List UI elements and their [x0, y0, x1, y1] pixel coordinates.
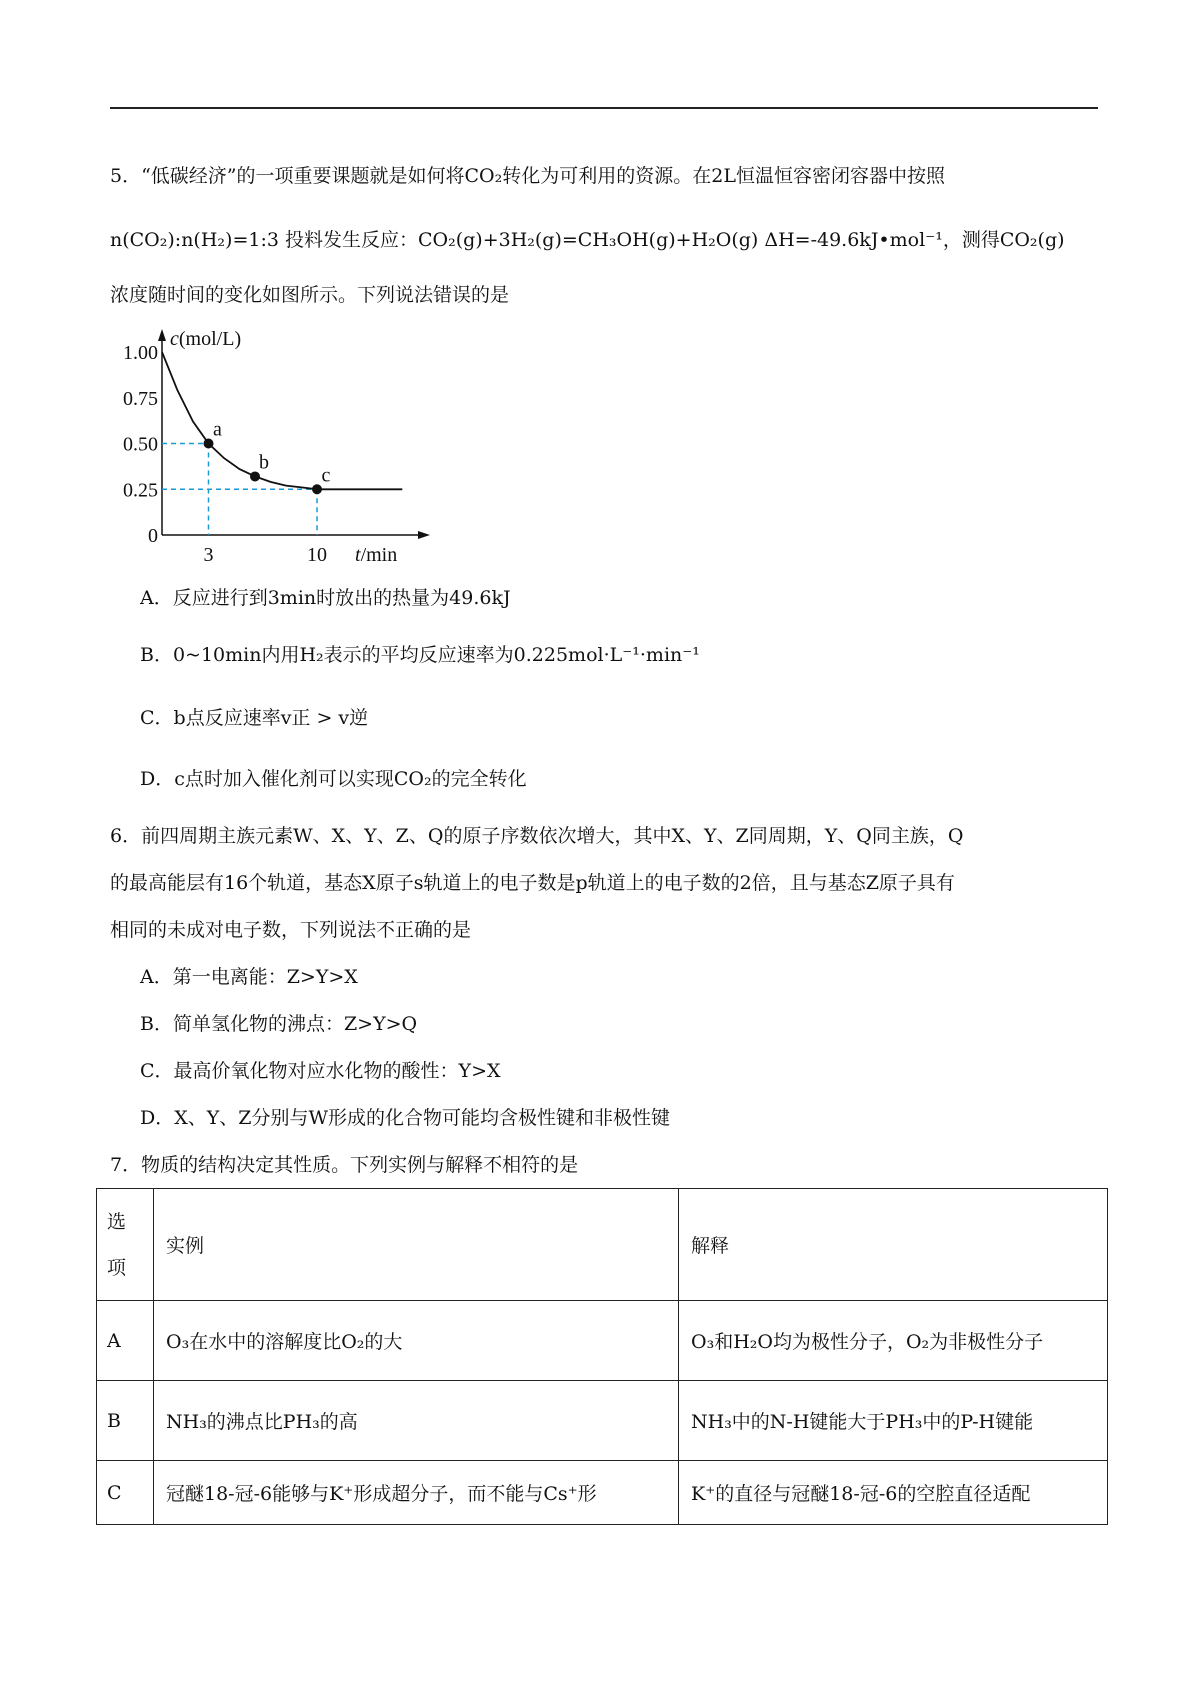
row-key: A [97, 1301, 154, 1381]
row-example: 冠醚18-冠-6能够与K⁺形成超分子，而不能与Cs⁺形 [154, 1461, 679, 1525]
header-option [97, 1189, 154, 1301]
y-tick-label: 1.00 [123, 342, 158, 364]
y-axis-label: c(mol/L) [170, 328, 242, 350]
x-axis-arrow [418, 531, 430, 539]
q6-option-b: B．简单氢化物的沸点：Z>Y>Q [140, 1013, 418, 1035]
q6-line1: 6．前四周期主族元素W、X、Y、Z、Q的原子序数依次增大，其中X、Y、Z同周期，Y、Q同主族，Q [110, 825, 964, 847]
y-tick-label: 0.75 [123, 387, 158, 410]
point-label-a: a [213, 418, 222, 441]
q6-option-a: A．第一电离能：Z>Y>X [140, 966, 358, 988]
q7-table [96, 1188, 1108, 1525]
chart-svg [110, 325, 440, 565]
point-label-b: b [259, 451, 269, 474]
table-row [97, 1381, 1108, 1461]
concentration-chart [110, 325, 440, 570]
y-tick-label: 0.25 [123, 479, 158, 502]
q6-option-c: C．最高价氧化物对应水化物的酸性：Y>X [140, 1060, 501, 1082]
row-explanation: K⁺的直径与冠醚18-冠-6的空腔直径适配 [679, 1461, 1108, 1525]
point-c [312, 484, 322, 494]
row-example: O₃在水中的溶解度比O₂的大 [154, 1301, 679, 1381]
q5-line3: 浓度随时间的变化如图所示。下列说法错误的是 [110, 284, 510, 306]
co2-concentration-line [162, 352, 402, 489]
table-header-row [97, 1189, 1108, 1301]
q5-option-a: A．反应进行到3min时放出的热量为49.6kJ [140, 587, 511, 609]
q6-option-d: D．X、Y、Z分别与W形成的化合物可能均含极性键和非极性键 [140, 1107, 671, 1129]
q5-option-c: C．b点反应速率v正 > v逆 [140, 707, 369, 729]
table-row [97, 1461, 1108, 1525]
header-example: 实例 [154, 1189, 679, 1301]
q5-line1: 5．“低碳经济”的一项重要课题就是如何将CO₂转化为可利用的资源。在2L恒温恒容密闭容器中按照 [110, 165, 945, 187]
header-explanation: 解释 [679, 1189, 1108, 1301]
x-tick-label: 10 [307, 544, 327, 565]
x-tick-label: 3 [203, 544, 214, 565]
x-axis-label: t/min [355, 544, 398, 565]
q5-line2: n(CO₂):n(H₂)=1:3 投料发生反应：CO₂(g)+3H₂(g)=CH₃OH(g)+H₂O(g) ΔH=-49.6kJ•mol⁻¹，测得CO₂(g) [110, 229, 1065, 251]
row-example: NH₃的沸点比PH₃的高 [154, 1381, 679, 1461]
row-explanation: O₃和H₂O均为极性分子，O₂为非极性分子 [679, 1301, 1108, 1381]
header-option-char2: 项 [107, 1256, 127, 1279]
y-tick-label: 0.50 [123, 433, 158, 456]
header-rule [110, 107, 1098, 109]
header-option-char1: 选 [107, 1210, 127, 1233]
point-label-c: c [321, 464, 331, 487]
row-explanation: NH₃中的N-H键能大于PH₃中的P-H键能 [679, 1381, 1108, 1461]
q6-line3: 相同的未成对电子数，下列说法不正确的是 [110, 919, 472, 941]
q6-line2: 的最高能层有16个轨道，基态X原子s轨道上的电子数是p轨道上的电子数的2倍，且与基态Z原子具有 [110, 872, 955, 894]
q5-option-d: D．c点时加入催化剂可以实现CO₂的完全转化 [140, 768, 527, 790]
y-axis-arrow [158, 329, 166, 341]
q7-stem: 7．物质的结构决定其性质。下列实例与解释不相符的是 [110, 1154, 579, 1176]
row-key: B [97, 1381, 154, 1461]
y-tick-label: 0 [148, 525, 158, 547]
q5-option-b: B．0~10min内用H₂表示的平均反应速率为0.225mol·L⁻¹·min⁻¹ [140, 644, 700, 666]
point-a [204, 439, 214, 449]
table-row [97, 1301, 1108, 1381]
row-key: C [97, 1461, 154, 1525]
